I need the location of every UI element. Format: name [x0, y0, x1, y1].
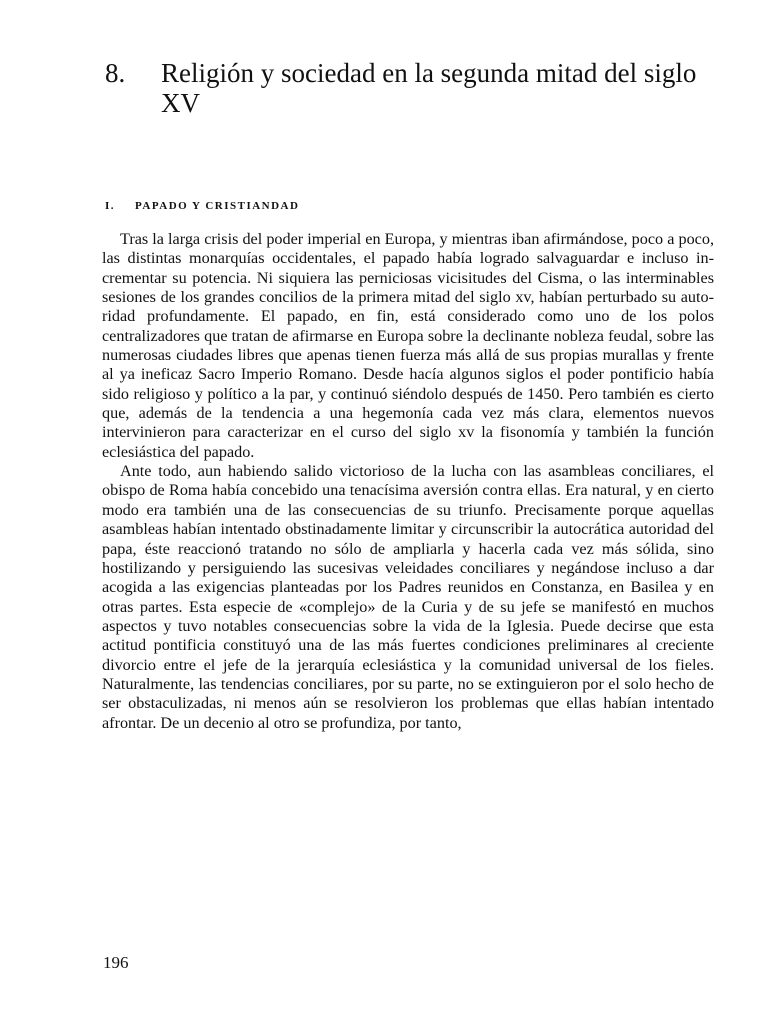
paragraph-1: Tras la larga crisis del poder imperial en Europa, y mientras iban afirmándose, poco a poco, las distintas monarquías occidentales, el papado había logrado salvaguardar e incluso incrementar su potencia. Ni siquiera las perniciosas vicisitudes del Cisma, o las interminables sesiones de los grandes concilios de la primera mitad del siglo xv, habían perturbado su autoridad profundamente. El papado, en fin, está considerado como uno de los polos centralizadores que tratan de afirmarse en Europa sobre la declinante nobleza feudal, sobre las numerosas ciudades libres que apenas tienen fuerza más allá de sus propias murallas y frente al ya ineficaz Sacro Imperio Romano. Desde hacía algunos siglos el poder pontificio había sido religioso y político a la par, y continuó siéndolo después de 1450. Pero también es cierto que, además de la tendencia a una hegemonía cada vez más clara, elementos nuevos intervinieron para caracterizar en el curso del siglo xv la fisonomía y también la función eclesiástica del papado.	[102, 230, 714, 461]
chapter-number: 8.	[105, 58, 126, 88]
page-number: 196	[103, 953, 129, 972]
section-number: I.	[105, 200, 116, 212]
paragraph-2: Ante todo, aun habiendo salido victorioso de la lucha con las asambleas conciliares, el obispo de Roma había concebido una tenacísima aversión contra ellas. Era natural, y en cierto modo era también una de las consecuencias de su triunfo. Precisamente porque aquellas asambleas habían intentado obstinadamente limitar y circunscribir la autocrática autoridad del papa, éste reaccionó tratando no sólo de ampliarla y hacerla cada vez más sólida, sino hostilizando y persiguiendo las sucesivas veleidades conciliares y negándose incluso a dar acogida a las exigencias planteadas por los Padres reunidos en Constanza, en Basilea y en otras partes. Esta especie de «complejo» de la Curia y de su jefe se manifestó en muchos aspectos y tuvo notables consecuencias sobre la vida de la Iglesia. Puede decirse que esta actitud pontificia constituyó una de las más fuertes condiciones preliminares al creciente divorcio entre el jefe de la jerarquía eclesiástica y la comunidad universal de los fieles. Naturalmente, las tendencias conciliares, por su parte, no se extinguieron por el solo hecho de ser obstaculizadas, ni menos aún se resolvieron los problemas que ellas habían intentado afrontar. De un decenio al otro se profundiza, por tanto,	[102, 462, 714, 732]
body-text	[102, 230, 714, 733]
chapter-title: Religión y sociedad en la segunda mitad del siglo XV	[161, 58, 697, 118]
chapter-heading	[105, 58, 725, 118]
section-heading	[105, 200, 299, 212]
section-title: PAPADO Y CRISTIANDAD	[135, 200, 300, 212]
